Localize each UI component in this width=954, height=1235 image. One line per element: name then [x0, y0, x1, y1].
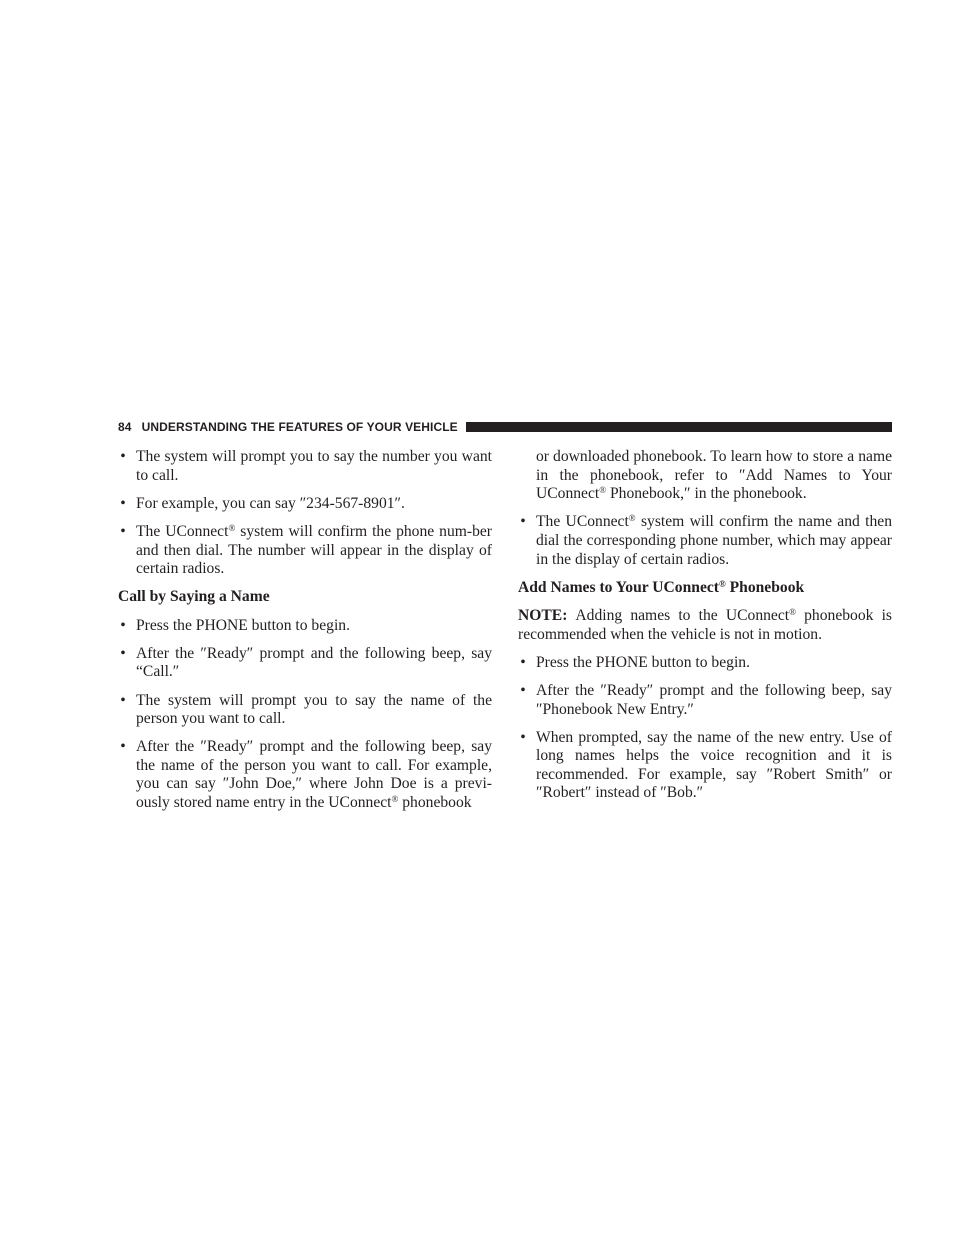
bullet-icon: •: [120, 616, 126, 634]
list-item-text: The UConnect: [136, 522, 229, 540]
bullet-icon: •: [520, 513, 526, 531]
section-title: UNDERSTANDING THE FEATURES OF YOUR VEHICLE: [141, 420, 458, 434]
page-header: [118, 419, 892, 435]
list-item: [118, 523, 492, 579]
list-item-text: When prompted, say the name of the new entry. Use of long names helps the voice recognition and it is recommended. For example, say ″Robert Smith″ or ″Robert″ instead of ″Bob.″: [536, 728, 892, 802]
bullet-icon: •: [520, 653, 526, 671]
list-item-text: The system will prompt you to say the number you want to call.: [136, 448, 492, 484]
list-item: [118, 738, 492, 812]
section-heading: [518, 579, 892, 598]
list-item-text: After the ″Ready″ prompt and the following beep, say ″Phonebook New Entry.″: [536, 681, 892, 718]
note-text: phonebook is recommended when the vehicle is not in motion.: [518, 606, 892, 643]
bullet-icon: •: [120, 522, 126, 540]
list-item-text: phonebook: [398, 794, 472, 812]
note-label: NOTE:: [518, 606, 568, 624]
list-item-text: Press the PHONE button to begin.: [136, 616, 350, 634]
heading-text: Phonebook: [725, 578, 805, 596]
list-item: [518, 682, 892, 719]
list-item-text: The system will prompt you to say the name of the person you want to call.: [136, 691, 492, 728]
bullet-icon: •: [120, 691, 126, 709]
heading-text: Add Names to Your UConnect: [518, 578, 719, 596]
bullet-icon: •: [120, 644, 126, 662]
list-item-text: After the ″Ready″ prompt and the following beep, say the name of the person you want to call. For example, you can say ″John Doe,″ where John Doe is a previ-ously stored name entry in the UConnect: [136, 738, 492, 812]
bullet-icon: •: [120, 738, 126, 756]
list-item-text: system will confirm the phone num-ber and then dial. The number will appear in the display of certain radios.: [136, 522, 492, 578]
left-column: [118, 448, 492, 822]
list-item: [118, 617, 492, 636]
bullet-icon: •: [520, 728, 526, 746]
list-item-text: For example, you can say ″234-567-8901″.: [136, 494, 405, 512]
page-number: 84: [118, 420, 132, 434]
list-item: [518, 654, 892, 673]
note-text: Adding names to the UConnect: [575, 606, 790, 624]
right-column: [518, 448, 892, 813]
registered-mark: ®: [719, 578, 726, 589]
list-item: [518, 513, 892, 569]
list-item: [118, 692, 492, 729]
header-rule: [466, 422, 892, 432]
bullet-icon: •: [520, 681, 526, 699]
list-item-text: Phonebook,″ in the phonebook.: [606, 485, 807, 503]
list-item: [518, 729, 892, 803]
list-item-text: system will confirm the name and then dial the corresponding phone number, which may appear in the display of certain radios.: [536, 513, 892, 568]
list-item-text: Press the PHONE button to begin.: [536, 653, 750, 671]
registered-mark: ®: [599, 485, 607, 496]
list-item: [118, 448, 492, 485]
registered-mark: ®: [789, 606, 796, 617]
note-paragraph: [518, 607, 892, 644]
list-item: [118, 645, 492, 682]
list-item-text: After the ″Ready″ prompt and the following beep, say “Call.″: [136, 644, 492, 681]
list-item-continued: [518, 448, 892, 504]
registered-mark: ®: [391, 794, 399, 805]
registered-mark: ®: [228, 522, 236, 533]
list-item-text: or downloaded phonebook. To learn how to store a name in the phonebook, refer to ″Add Names to Your UConnect: [536, 448, 892, 503]
list-item-text: The UConnect: [536, 513, 629, 531]
registered-mark: ®: [628, 513, 636, 524]
bullet-icon: •: [120, 448, 126, 465]
section-heading: Call by Saying a Name: [118, 588, 270, 606]
bullet-icon: •: [120, 494, 126, 512]
list-item: [118, 495, 492, 514]
